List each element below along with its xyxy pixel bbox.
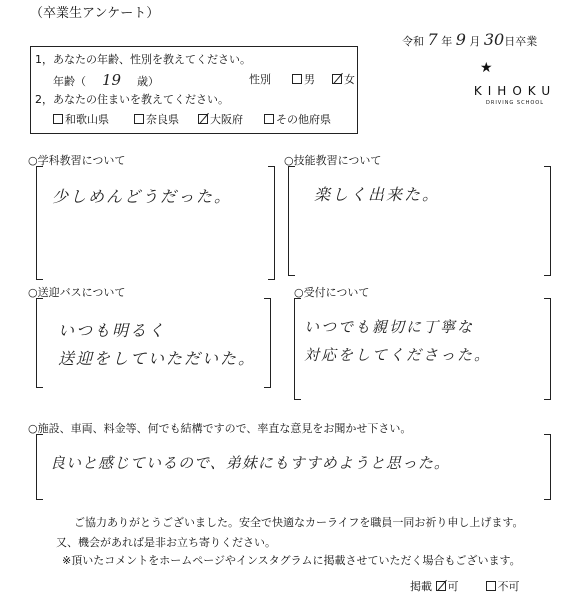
- publish-ng-checkbox[interactable]: [486, 581, 496, 591]
- gakka-label: ○学科教習について: [28, 154, 126, 167]
- opt-other: その他府県: [276, 113, 331, 126]
- opt-wakayama: 和歌山県: [65, 113, 109, 126]
- gender-row: [249, 71, 355, 87]
- other-pref-checkbox[interactable]: [264, 114, 274, 124]
- bus-label: ○送迎バスについて: [28, 286, 126, 299]
- publish-ok-label: 可: [447, 580, 459, 593]
- gakka-bracket-right: [268, 166, 275, 280]
- uketsuke-label: ○受付について: [294, 286, 370, 299]
- publish-label: 掲載: [410, 580, 432, 593]
- q1-text: 1，あなたの年齢、性別を教えてください。: [35, 53, 251, 66]
- footer-visit: 又、機会があれば是非お立ち寄りください。: [56, 536, 276, 549]
- gakka-answer: 少しめんどうだった。: [52, 187, 233, 206]
- footer-thanks: ご協力ありがとうございました。安全で快適なカーライフを職員一同お祈り申し上げます。: [74, 516, 524, 529]
- opt-nara: 奈良県: [146, 113, 179, 126]
- age-value: 19: [101, 71, 122, 89]
- gino-answer: 楽しく出来た。: [314, 185, 441, 204]
- other-bracket-right: [544, 434, 551, 500]
- logo-subtext: DRIVING SCHOOL: [486, 100, 544, 106]
- female-checkbox[interactable]: [332, 74, 342, 84]
- gino-label: ○技能教習について: [284, 154, 382, 167]
- nara-checkbox[interactable]: [134, 114, 144, 124]
- bus-answer-line2: 送迎をしていただいた。: [58, 349, 257, 368]
- kihoku-logo: [470, 60, 560, 110]
- gakka-bracket-left: [36, 166, 43, 280]
- star-icon: ★: [480, 60, 493, 76]
- age-label: 年齢（: [53, 75, 86, 88]
- date-era: 令和: [402, 35, 424, 48]
- uketsuke-answer-line2: 対応をしてくださった。: [304, 346, 492, 364]
- osaka-checkbox[interactable]: [198, 114, 208, 124]
- q2-text: 2，あなたの住まいを教えてください。: [35, 93, 229, 106]
- survey-title: （卒業生アンケート）: [30, 6, 160, 21]
- profile-box: [30, 46, 358, 134]
- bus-answer-line1: いつも明るく: [58, 321, 167, 340]
- uketsuke-answer-line1: いつでも親切に丁寧な: [304, 318, 475, 336]
- uketsuke-bracket-left: [294, 298, 301, 400]
- publish-consent: [410, 578, 520, 594]
- gino-bracket-left: [288, 166, 295, 276]
- date-month: 9: [455, 30, 466, 49]
- bus-bracket-left: [36, 298, 43, 388]
- date-year-unit: 年: [441, 35, 453, 48]
- age-row: [53, 71, 159, 89]
- age-unit: 歳）: [137, 75, 159, 88]
- wakayama-checkbox[interactable]: [53, 114, 63, 124]
- male-label: 男: [304, 73, 315, 86]
- opt-osaka: 大阪府: [210, 113, 243, 126]
- uketsuke-bracket-right: [544, 298, 551, 400]
- publish-ng-label: 不可: [497, 580, 520, 593]
- other-label: ○施設、車両、料金等、何でも結構ですので、率直な意見をお聞かせ下さい。: [28, 422, 412, 435]
- other-bracket-left: [36, 434, 43, 500]
- date-day: 30: [483, 30, 505, 49]
- gino-bracket-right: [544, 166, 551, 276]
- date-day-unit: 日卒業: [504, 35, 538, 48]
- residence-row: [53, 111, 331, 127]
- graduation-date: [402, 30, 537, 49]
- other-answer: 良いと感じているので、弟妹にもすすめようと思った。: [50, 454, 450, 472]
- male-checkbox[interactable]: [292, 74, 302, 84]
- date-year: 7: [427, 30, 438, 49]
- female-label: 女: [344, 73, 355, 86]
- publish-ok-checkbox[interactable]: [436, 581, 446, 591]
- date-month-unit: 月: [469, 35, 481, 48]
- bus-bracket-right: [264, 298, 271, 388]
- logo-text: KIHOKU: [473, 84, 557, 98]
- footer-notice: ※頂いたコメントをホームページやインスタグラムに掲載させていただく場合もございます。: [62, 554, 521, 567]
- gender-label: 性別: [249, 73, 271, 86]
